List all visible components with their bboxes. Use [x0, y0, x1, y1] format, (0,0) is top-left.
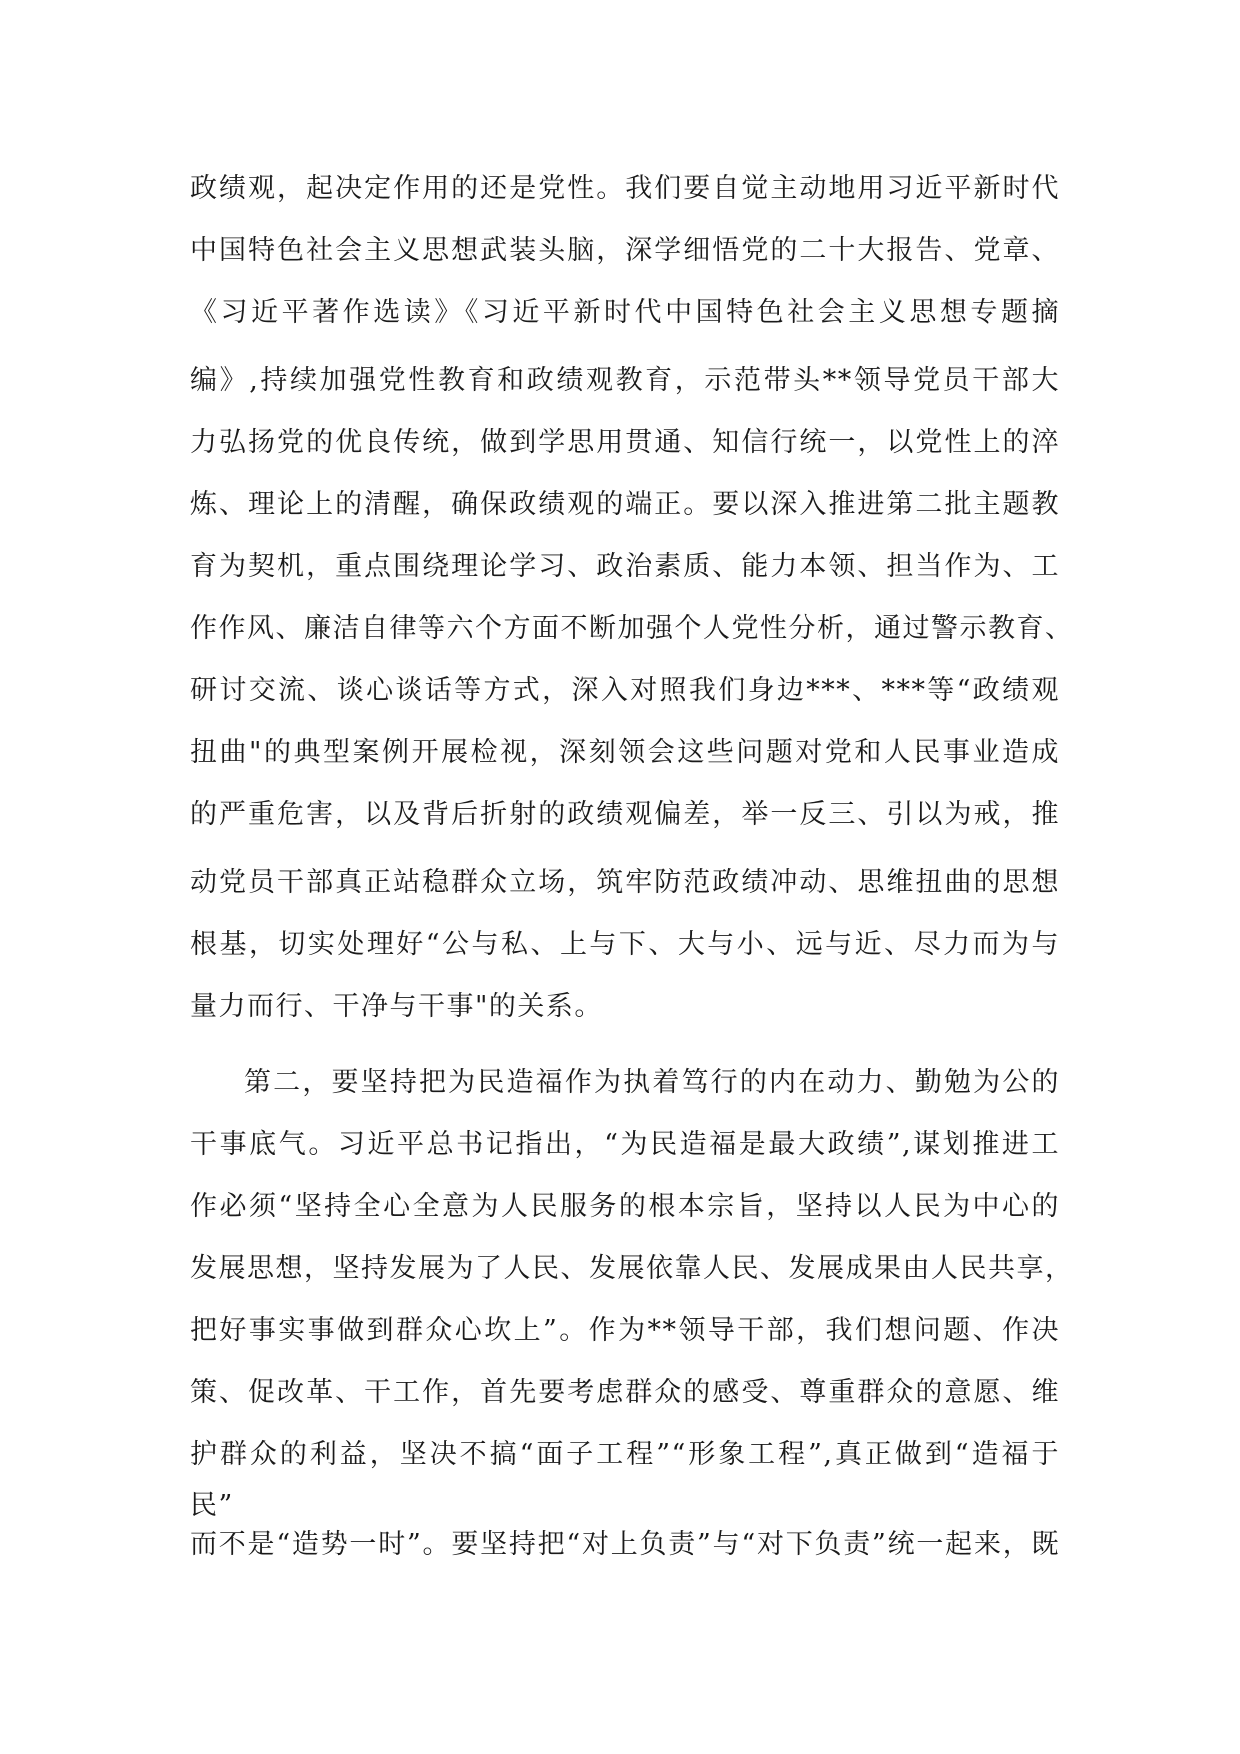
text-line: 把好事实事做到群众心坎上”。作为**领导干部，我们想问题、作决 — [190, 1315, 1060, 1346]
text-line: 《习近平著作选读》《习近平新时代中国特色社会主义思想专题摘 — [190, 297, 1060, 328]
text-line: 的严重危害，以及背后折射的政绩观偏差，举一反三、引以为戒，推 — [190, 799, 1060, 830]
document-body — [190, 158, 1074, 1572]
text-line: 研讨交流、谈心谈话等方式，深入对照我们身边***、***等“政绩观 — [190, 675, 1060, 706]
text-line: 作必须“坚持全心全意为人民服务的根本宗旨，坚持以人民为中心的 — [190, 1191, 1060, 1222]
text-line: 中国特色社会主义思想武装头脑，深学细悟党的二十大报告、党章、 — [190, 235, 1060, 266]
text-line: 政绩观，起决定作用的还是党性。我们要自觉主动地用习近平新时代 — [190, 173, 1060, 204]
text-line: 策、促改革、干工作，首先要考虑群众的感受、尊重群众的意愿、维 — [190, 1377, 1060, 1408]
text-line: 编》,持续加强党性教育和政绩观教育，示范带头**领导党员干部大 — [190, 365, 1060, 396]
text-line: 民” — [190, 1490, 234, 1521]
text-line: 发展思想，坚持发展为了人民、发展依靠人民、发展成果由人民共享， — [190, 1253, 1074, 1284]
text-line: 干事底气。习近平总书记指出，“为民造福是最大政绩”,谋划推进工 — [190, 1129, 1060, 1160]
text-line: 扭曲"的典型案例开展检视，深刻领会这些问题对党和人民事业造成 — [190, 737, 1060, 768]
text-line: 育为契机，重点围绕理论学习、政治素质、能力本领、担当作为、工 — [190, 551, 1060, 582]
text-line: 炼、理论上的清醒，确保政绩观的端正。要以深入推进第二批主题教 — [190, 489, 1060, 520]
text-line: 量力而行、干净与干事"的关系。 — [190, 991, 603, 1022]
text-line: 力弘扬党的优良传统，做到学思用贯通、知信行统一，以党性上的淬 — [190, 427, 1060, 458]
text-line: 作作风、廉洁自律等六个方面不断加强个人党性分析，通过警示教育、 — [190, 613, 1074, 644]
text-line: 根基，切实处理好“公与私、上与下、大与小、远与近、尽力而为与 — [190, 929, 1060, 960]
text-line: 而不是“造势一时”。要坚持把“对上负责”与“对下负责”统一起来，既 — [190, 1529, 1060, 1560]
text-line: 护群众的利益，坚决不搞“面子工程”“形象工程”,真正做到“造福于 — [190, 1439, 1060, 1470]
text-line: 第二，要坚持把为民造福作为执着笃行的内在动力、勤勉为公的 — [244, 1067, 1060, 1098]
text-line: 动党员干部真正站稳群众立场，筑牢防范政绩冲动、思维扭曲的思想 — [190, 867, 1060, 898]
paragraph-2 — [190, 1052, 1074, 1572]
paragraph-1 — [190, 158, 1074, 1038]
